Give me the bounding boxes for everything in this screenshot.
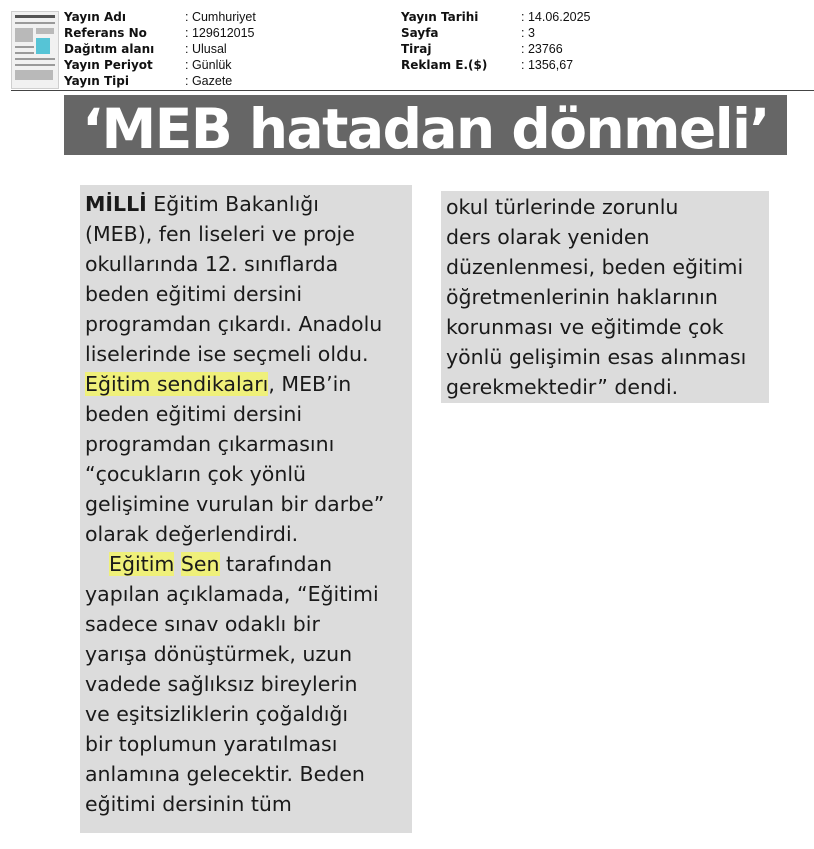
article-line <box>85 369 412 399</box>
meta-row-type <box>64 73 256 89</box>
article-text: , MEB’in <box>268 372 352 396</box>
meta-row-distribution <box>64 41 256 57</box>
article-line: yönlü gelişimin esas alınması <box>446 345 747 369</box>
meta-label: Yayın Adı <box>64 10 126 24</box>
meta-row-period <box>64 57 256 73</box>
article-line: okullarında 12. sınıflarda <box>85 252 339 276</box>
meta-label: Reklam E.($) <box>401 58 488 72</box>
headline-text: ‘MEB hatadan dönmeli’ <box>82 97 769 155</box>
meta-value: : Cumhuriyet <box>185 10 256 24</box>
article-line: “çocukların çok yönlü <box>85 462 307 486</box>
header-divider <box>11 90 814 91</box>
meta-row-publication <box>64 9 256 25</box>
lead-word: MİLLİ <box>85 192 147 216</box>
article-line <box>85 549 412 579</box>
meta-row-ad-value <box>401 57 591 73</box>
meta-value: : Günlük <box>185 58 232 72</box>
meta-label: Yayın Periyot <box>64 58 153 72</box>
highlighted-keyword: Eğitim sendikaları <box>85 372 269 396</box>
meta-value: : 129612015 <box>185 26 255 40</box>
article-line: yarışa dönüştürmek, uzun <box>85 642 353 666</box>
article-line: bir toplumun yaratılması <box>85 732 338 756</box>
article-line: düzenlenmesi, beden eğitimi <box>446 255 744 279</box>
meta-row-reference <box>64 25 256 41</box>
meta-label: Yayın Tipi <box>64 74 129 88</box>
meta-value: : 1356,67 <box>521 58 574 72</box>
article-line: beden eğitimi dersini <box>85 282 303 306</box>
article-line: ders olarak yeniden <box>446 225 650 249</box>
article-text: Eğitim Bakanlığı <box>146 192 319 216</box>
article-line: vadede sağlıksız bireylerin <box>85 672 358 696</box>
meta-row-page <box>401 25 591 41</box>
article-line: sadece sınav odaklı bir <box>85 612 320 636</box>
meta-value: : 23766 <box>521 42 563 56</box>
article-line: gerekmektedir” dendi. <box>446 375 679 399</box>
meta-label: Referans No <box>64 26 147 40</box>
article-line: liselerinde ise seçmeli oldu. <box>85 342 369 366</box>
meta-right-block <box>401 9 591 73</box>
newspaper-page-thumbnail-icon <box>11 11 59 89</box>
article-line: anlamına gelecektir. Beden <box>85 762 365 786</box>
meta-label: Yayın Tarihi <box>401 10 479 24</box>
article-line: gelişimine vurulan bir darbe” <box>85 492 385 516</box>
article-text: tarafından <box>219 552 333 576</box>
meta-value: : Gazete <box>185 74 233 88</box>
article-line <box>85 189 412 219</box>
article-line: korunması ve eğitimde çok <box>446 315 724 339</box>
highlighted-keyword: Eğitim <box>109 552 175 576</box>
article-line: programdan çıkardı. Anadolu <box>85 312 383 336</box>
article-line: beden eğitimi dersini <box>85 402 303 426</box>
article-line: (MEB), fen liseleri ve proje <box>85 222 355 246</box>
meta-left-block <box>64 9 256 89</box>
article-line: okul türlerinde zorunlu <box>446 195 679 219</box>
article-line: öğretmenlerinin haklarının <box>446 285 718 309</box>
meta-value: : 14.06.2025 <box>521 10 591 24</box>
highlighted-keyword: Sen <box>180 552 220 576</box>
meta-value: : 3 <box>521 26 535 40</box>
meta-label: Sayfa <box>401 26 439 40</box>
article-column-right <box>441 191 769 403</box>
headline-banner <box>64 95 787 155</box>
meta-label: Dağıtım alanı <box>64 42 155 56</box>
article-line: programdan çıkarmasını <box>85 432 335 456</box>
meta-label: Tiraj <box>401 42 432 56</box>
meta-value: : Ulusal <box>185 42 227 56</box>
article-line: eğitimi dersinin tüm <box>85 792 292 816</box>
article-column-left <box>80 185 412 833</box>
meta-row-date <box>401 9 591 25</box>
meta-row-circulation <box>401 41 591 57</box>
article-line: ve eşitsizliklerin çoğaldığı <box>85 702 349 726</box>
article-line: olarak değerlendirdi. <box>85 522 299 546</box>
article-line: yapılan açıklamada, “Eğitimi <box>85 582 379 606</box>
